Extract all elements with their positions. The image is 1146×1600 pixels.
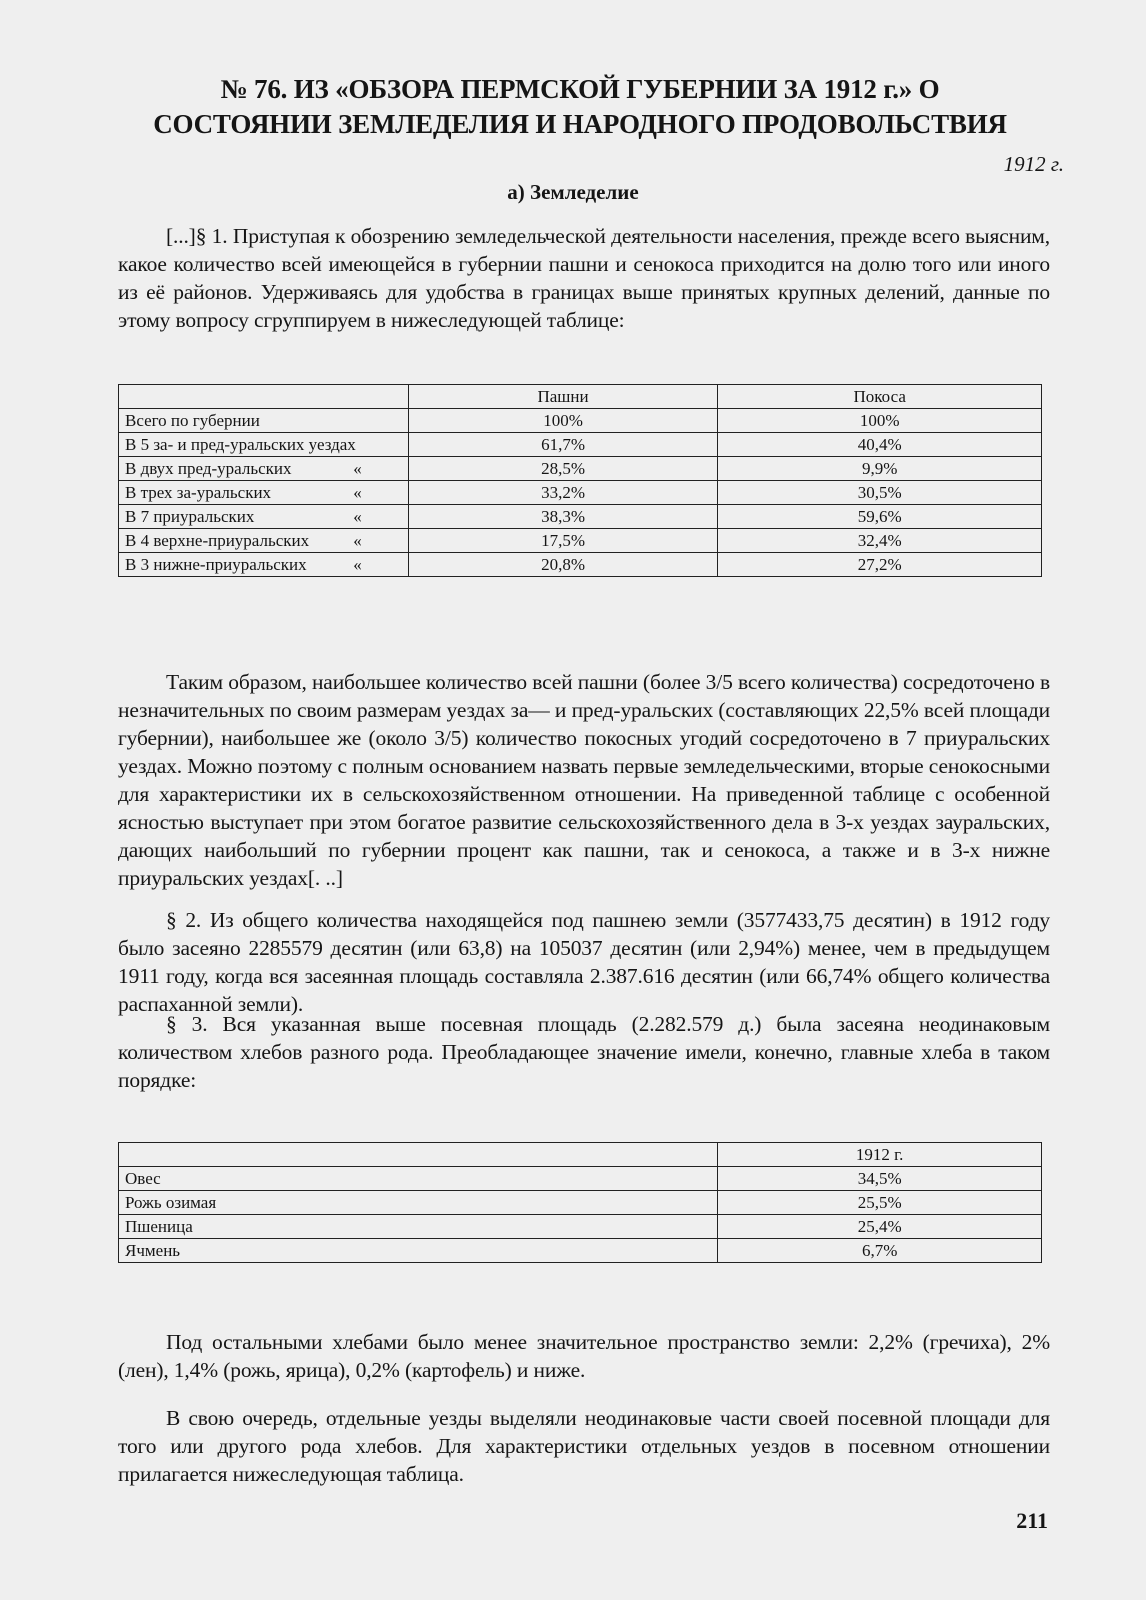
header-cell: Пашни	[408, 385, 718, 409]
header-cell: Покоса	[718, 385, 1042, 409]
header-cell	[119, 385, 409, 409]
crop-share: 25,4%	[718, 1215, 1042, 1239]
title-line-2: СОСТОЯНИИ ЗЕМЛЕДЕЛИЯ И НАРОДНОГО ПРОДОВОЛЬСТВИЯ	[153, 109, 1007, 139]
row-label: В трех за-уральских «	[119, 481, 409, 505]
pashni-cell: 61,7%	[408, 433, 718, 457]
pokosa-cell: 32,4%	[718, 529, 1042, 553]
pashni-cell: 17,5%	[408, 529, 718, 553]
pokosa-cell: 30,5%	[718, 481, 1042, 505]
row-label: Всего по губернии	[119, 409, 409, 433]
paragraph-6: В свою очередь, отдельные уезды выделяли неодинаковые части своей посевной площади для того или другого рода хлебов. Для характеристики отдельных уездов в посевном отношении прилагается нижеследующая таблица.	[118, 1406, 1050, 1486]
paragraph-5: Под остальными хлебами было менее значительное пространство земли: 2,2% (гречиха), 2% (лен), 1,4% (рожь, ярица), 0,2% (картофель) и ниже.	[118, 1330, 1050, 1382]
crop-name: Пшеница	[119, 1215, 718, 1239]
pashni-cell: 38,3%	[408, 505, 718, 529]
table-row	[119, 409, 1042, 433]
pashni-cell: 28,5%	[408, 457, 718, 481]
table-row	[119, 433, 1042, 457]
pokosa-cell: 40,4%	[718, 433, 1042, 457]
paragraph-3: § 2. Из общего количества находящейся под пашнею земли (3577433,75 десятин) в 1912 году было засеяно 2285579 десятин (или 63,8) на 105037 десятин (или 2,94%) менее, чем в предыдущем 1911 году, когда вся засеянная площадь составляла 2.387.616 десятин (или 66,74% общего количества распаханной земли).	[118, 908, 1050, 1016]
pokosa-cell: 100%	[718, 409, 1042, 433]
page-number: 211	[1016, 1508, 1048, 1533]
crop-name: Ячмень	[119, 1239, 718, 1263]
paragraph-2: Таким образом, наибольшее количество всей пашни (более 3/5 всего количества) сосредоточено в незначительных по своим размерам уездах за— и пред-уральских (составляющих 22,5% всей площади губернии), наибольшее же (около 3/5) количество покосных угодий сосредоточено в 7 приуральских уездах. Можно поэтому с полным основанием назвать первые земледельческими, вторые сенокосными для характеристики их в сельскохозяйственном отношении. На приведенной таблице с особенной ясностью выступает при этом богатое развитие сельскохозяйственного дела в 3-х уездах зауральских, дающих наибольший по губернии процент как пашни, так и сенокоса, а также и в 3-х нижне приуральских уездах[. ..]	[118, 670, 1050, 890]
table-row	[119, 529, 1042, 553]
table-row	[119, 481, 1042, 505]
row-label: В 5 за- и пред-уральских уездах	[119, 433, 409, 457]
pashni-cell: 33,2%	[408, 481, 718, 505]
land-distribution-table	[118, 384, 1042, 577]
crops-table	[118, 1142, 1042, 1263]
row-label: В 4 верхне-приуральских «	[119, 529, 409, 553]
paragraph-1: [...]§ 1. Приступая к обозрению земледельческой деятельности населения, прежде всего выясним, какое количество всей имеющейся в губернии пашни и сенокоса приходится на долю того или иного из её районов. Удерживаясь для удобства в границах выше принятых крупных делений, данные по этому вопросу сгруппируем в нижеследующей таблице:	[118, 224, 1050, 332]
table-row	[119, 457, 1042, 481]
crop-share: 6,7%	[718, 1239, 1042, 1263]
table-row	[119, 1215, 1042, 1239]
table-row	[119, 1191, 1042, 1215]
pokosa-cell: 9,9%	[718, 457, 1042, 481]
title-line-1: № 76. ИЗ «ОБЗОРА ПЕРМСКОЙ ГУБЕРНИИ ЗА 1912 г.» О	[220, 74, 940, 104]
paragraph-4: § 3. Вся указанная выше посевная площадь (2.282.579 д.) была засеяна неодинаковым количеством хлебов разного рода. Преобладающее значение имели, конечно, главные хлеба в таком порядке:	[118, 1012, 1050, 1092]
pokosa-cell: 59,6%	[718, 505, 1042, 529]
table-row	[119, 1239, 1042, 1263]
row-label: В 3 нижне-приуральских «	[119, 553, 409, 577]
table-row	[119, 553, 1042, 577]
row-label: В двух пред-уральских «	[119, 457, 409, 481]
crop-name: Рожь озимая	[119, 1191, 718, 1215]
pashni-cell: 100%	[408, 409, 718, 433]
table-header-row	[119, 1143, 1042, 1167]
table-row	[119, 1167, 1042, 1191]
header-cell	[119, 1143, 718, 1167]
table-row	[119, 505, 1042, 529]
crop-share: 25,5%	[718, 1191, 1042, 1215]
row-label: В 7 приуральских «	[119, 505, 409, 529]
document-title	[110, 72, 1050, 142]
crop-name: Овес	[119, 1167, 718, 1191]
crop-share: 34,5%	[718, 1167, 1042, 1191]
header-cell: 1912 г.	[718, 1143, 1042, 1167]
section-title: а) Земледелие	[507, 180, 639, 204]
table-header-row	[119, 385, 1042, 409]
pashni-cell: 20,8%	[408, 553, 718, 577]
document-year: 1912 г.	[1003, 152, 1064, 176]
pokosa-cell: 27,2%	[718, 553, 1042, 577]
